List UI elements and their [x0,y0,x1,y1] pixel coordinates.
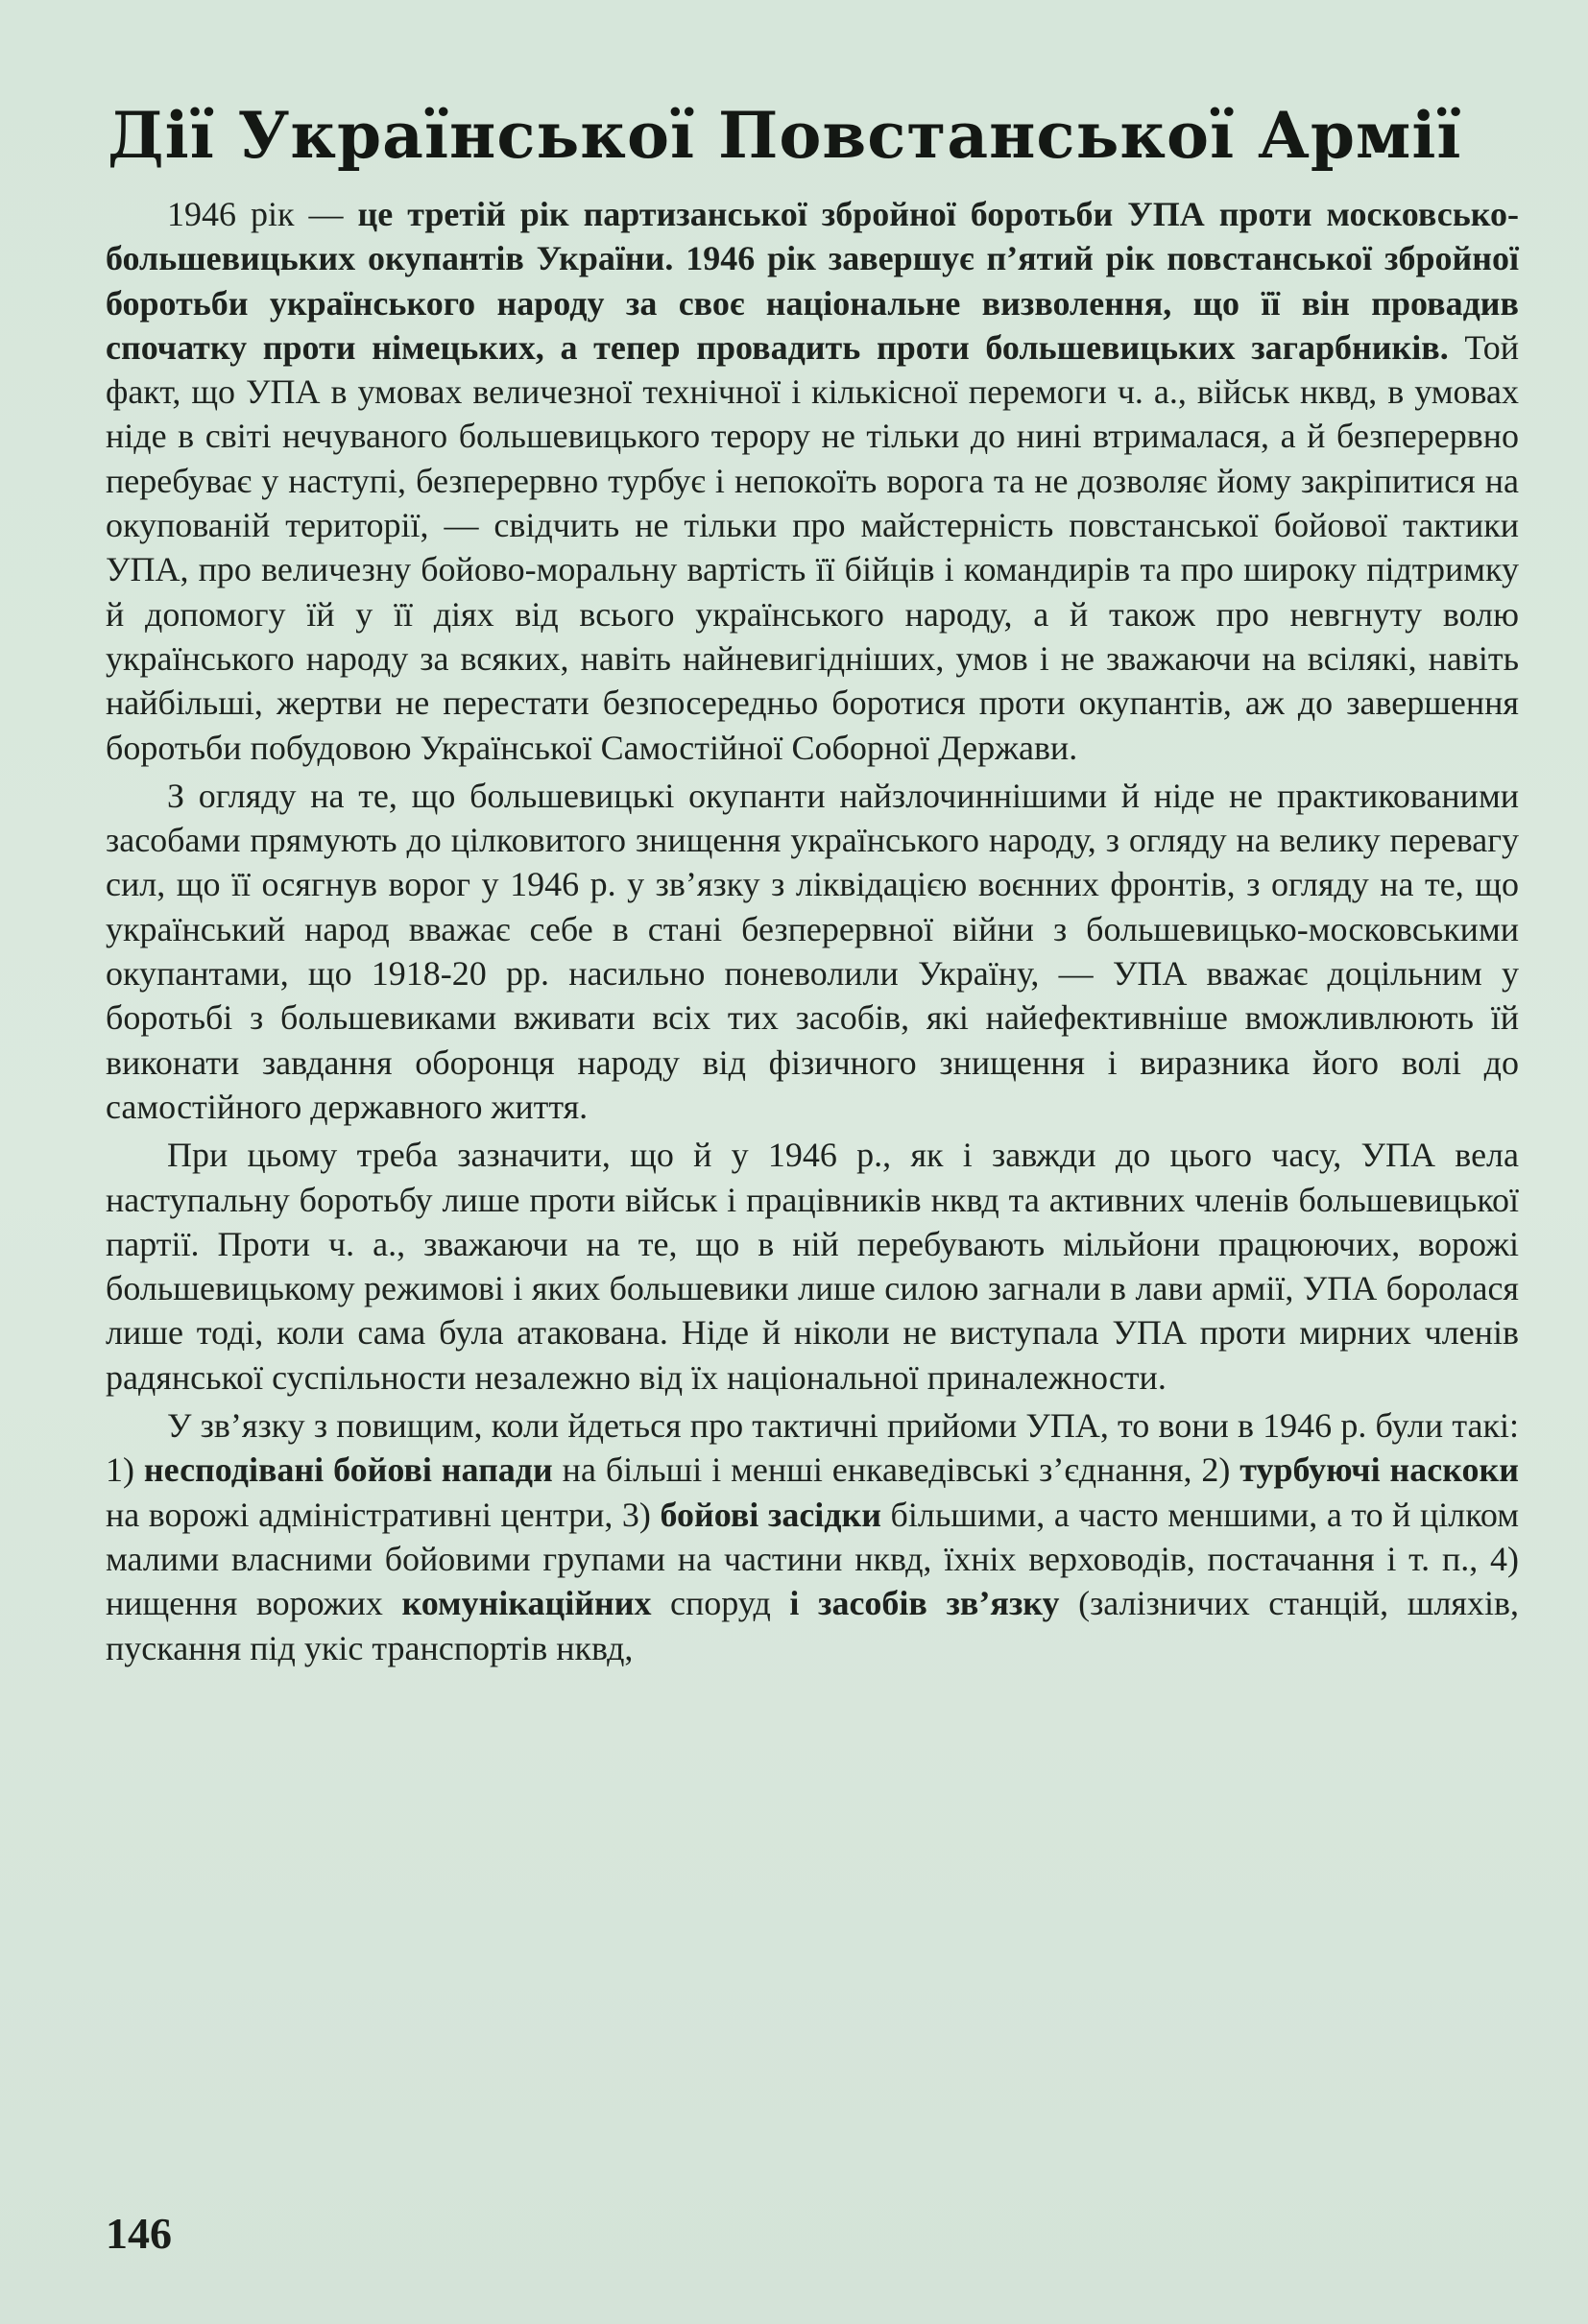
text-run: У зв’язку з повищим, коли йдеться про тактичні прийоми УПА, то вони в 1946 р. були такі: 1) [106,1406,1519,1490]
text-run: З огляду на те, що большевицькі окупанти найзлочиннішими й ніде не практикованими засобами прямують до цілковитого знищення українського народу, з огляду на велику перевагу сил, що її осягнув ворог у 1946 р. у зв’язку з ліквідацією воєнних фронтів, з огляду на те, що український народ вважає себе в стані безперервної війни з большевицько-московськими окупантами, що 1918-20 рр. насильно поневолили Україну, — УПА вважає доцільним у боротьбі з большевиками вживати всіх тих засобів, які найефективніше вможливлюють їй виконати завдання оборонця народу від фізичного знищення і виразника його волі до самостійного державного життя. [106,776,1519,1126]
page-title: Дії Української Повстанської Армії [108,98,1462,173]
text-run: більшими, а часто меншими, а то й цілком малими власними бойовими групами на частини нквд, їхніх верховодів, постачання і т. п., 4) нищення ворожих [106,1495,1519,1623]
article-body [106,192,1519,1670]
bold-text-run: бойові засідки [660,1495,881,1534]
paragraph [106,192,1519,770]
paragraph [106,1133,1519,1400]
text-run: (залізничих станцій, шляхів, пускання під укіс транспортів нквд, [106,1584,1519,1667]
text-run: При цьому треба зазначити, що й у 1946 р., як і завжди до цього часу, УПА вела наступальну боротьбу лише проти військ і працівників нквд та активних членів большевицької партії. Проти ч. а., зважаючи на те, що в ній перебувають мільйони працюючих, ворожі большевицькому режимові і яких большевики лише силою загнали в лави армії, УПА боролася лише тоді, коли сама була атакована. Ніде й ніколи не виступала УПА проти мирних членів радянської суспільности незалежно від їх національної приналежности. [106,1136,1519,1397]
bold-text-run: комунікаційних [401,1584,652,1623]
paragraph [106,774,1519,1129]
bold-text-run: несподівані бойові напади [143,1450,553,1490]
paragraph [106,1403,1519,1670]
text-run: Той факт, що УПА в умовах величезної технічної і кількісної перемоги ч. а., військ нквд, в умовах ніде в світі нечуваного большевицького терору не тільки до нині втрималася, а й безперервно перебуває у наступі, безперервно турбує і непокоїть ворога та не дозволяє йому закріпитися на окупованій території, — свідчить не тільки про майстерність повстанської бойової тактики УПА, про величезну бойово-моральну вартість її бійців і командирів та про широку підтримку й допомогу їй у її діях від всього українського народу, а й також про невгнуту волю українського народу за всяких, навіть найневигідніших, умов і не зважаючи на всілякі, навіть найбільші, жертви не перестати безпосередньо боротися проти окупантів, аж до завершення боротьби побудовою Української Самостійної Соборної Держави. [106,327,1519,767]
text-run: споруд [651,1584,790,1623]
text-run: на більші і менші енкаведівські з’єднання, 2) [552,1450,1240,1490]
bold-text-run: це третій рік партизанської збройної боротьби УПА проти московсько-большевицьких окупантів України. 1946 рік завершує п’ятий рік повстанської збройної боротьби українського народу за своє національне визволення, що її він провадив спочатку проти німецьких, а тепер провадить проти большевицьких загарбників. [106,195,1519,367]
bold-text-run: турбуючі наскоки [1239,1450,1519,1490]
bold-text-run: і засобів зв’язку [789,1584,1060,1623]
page-number: 146 [106,2209,172,2258]
text-run: на ворожі адміністративні центри, 3) [106,1495,661,1534]
text-run: 1946 рік — [167,195,358,233]
